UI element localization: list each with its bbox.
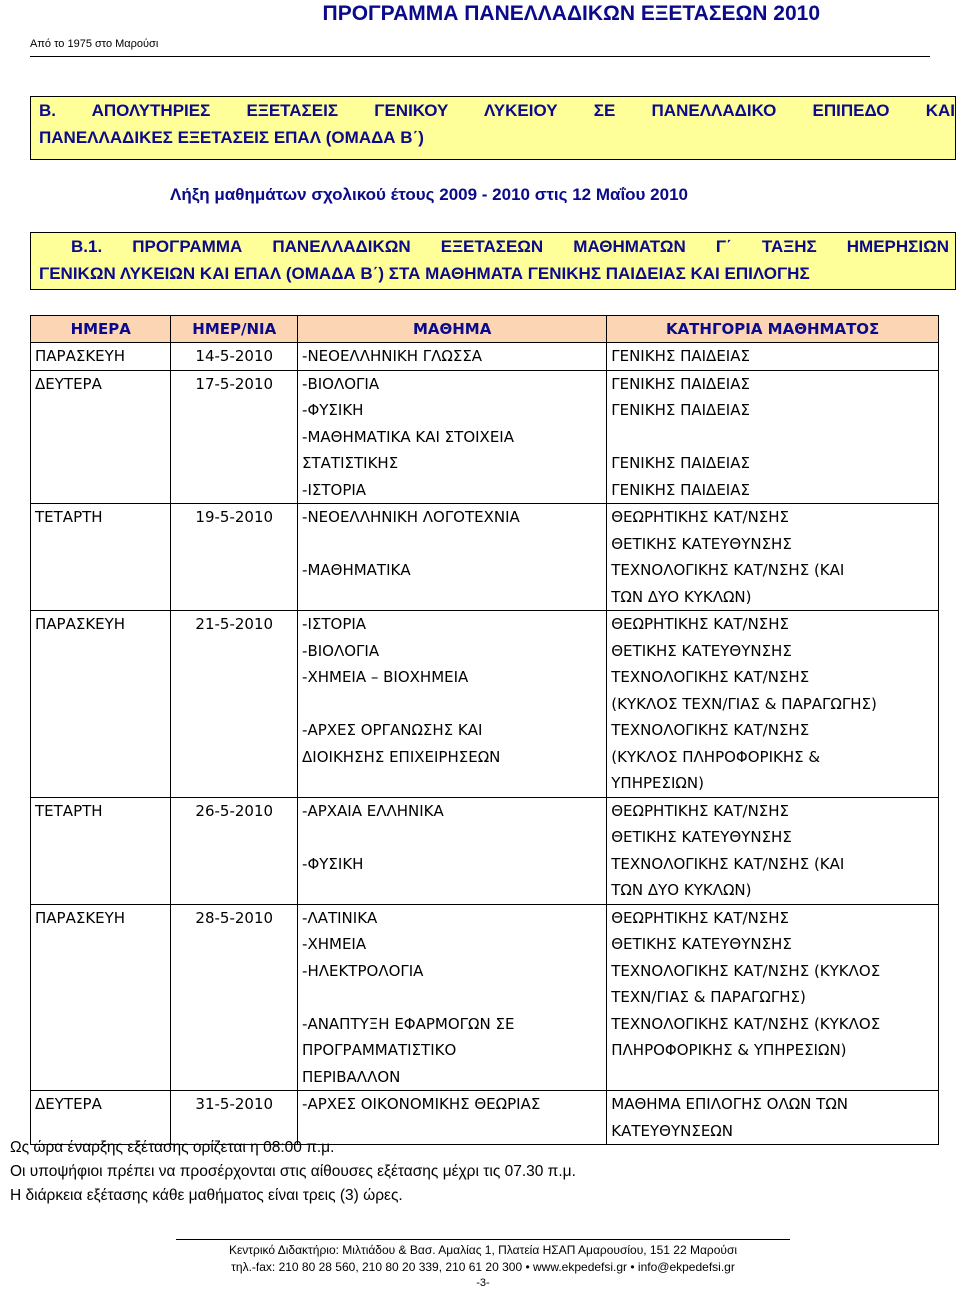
subject-line <box>302 824 602 851</box>
date-cell <box>171 343 298 371</box>
category-line: ΤΕΧΝΟΛΟΓΙΚΗΣ ΚΑΤ/ΝΣΗΣ (ΚΑΙ <box>611 854 845 873</box>
header-subject: ΜΑΘΗΜΑ <box>298 316 607 343</box>
subject-cell <box>298 370 607 504</box>
category-line: ΤΕΧΝΟΛΟΓΙΚΗΣ ΚΑΤ/ΝΣΗΣ (ΚΥΚΛΟΣ <box>611 961 881 980</box>
category-cell <box>607 904 939 1091</box>
header-date: ΗΜΕΡ/ΝΙΑ <box>171 316 298 343</box>
category-line: ΠΛΗΡΟΦΟΡΙΚΗΣ & ΥΠΗΡΕΣΙΩΝ) <box>611 1041 847 1059</box>
subject-cell <box>298 904 607 1091</box>
section-b1-heading <box>30 232 956 290</box>
subject-cell <box>298 797 607 904</box>
date-label: 28-5-2010 <box>195 908 274 927</box>
category-line: ΓΕΝΙΚΗΣ ΠΑΙΔΕΙΑΣ <box>611 401 750 419</box>
subject-line: -ΧΗΜΕΙΑ – ΒΙΟΧΗΜΕΙΑ <box>302 668 469 686</box>
lessons-end-note: Λήξη μαθημάτων σχολικού έτους 2009 - 2010 στις 12 Μαΐου 2010 <box>170 185 688 204</box>
date-cell <box>171 611 298 798</box>
date-cell <box>171 904 298 1091</box>
category-line: ΓΕΝΙΚΗΣ ΠΑΙΔΕΙΑΣ <box>611 374 750 393</box>
category-line <box>611 424 934 451</box>
category-line: ΜΑΘΗΜΑ ΕΠΙΛΟΓΗΣ ΟΛΩΝ ΤΩΝ <box>611 1095 849 1113</box>
subject-line: -ΙΣΤΟΡΙΑ <box>302 480 367 499</box>
category-line: ΘΕΤΙΚΗΣ ΚΑΤΕΥΘΥΝΣΗΣ <box>611 828 792 846</box>
subject-line: -ΦΥΣΙΚΗ <box>302 854 364 873</box>
subject-line: -ΑΡΧΕΣ ΟΙΚΟΝΟΜΙΚΗΣ ΘΕΩΡΙΑΣ <box>302 1095 541 1113</box>
exam-notes <box>10 1136 576 1208</box>
category-line: ΓΕΝΙΚΗΣ ΠΑΙΔΕΙΑΣ <box>611 347 750 365</box>
date-label: 19-5-2010 <box>195 508 274 526</box>
category-line: ΘΕΩΡΗΤΙΚΗΣ ΚΑΤ/ΝΣΗΣ <box>611 801 790 820</box>
subject-line <box>302 691 602 718</box>
subject-line: -ΑΝΑΠΤΥΞΗ ΕΦΑΡΜΟΓΩΝ ΣΕ <box>302 1014 515 1033</box>
section-b1-line1: Β.1. ΠΡΟΓΡΑΜΜΑ ΠΑΝΕΛΛΑΔΙΚΩΝ ΕΞΕΤΑΣΕΩΝ ΜΑΘΗΜΑΤΩΝ Γ΄ ΤΑΞΗΣ ΗΜΕΡΗΣΙΩΝ <box>71 237 949 256</box>
subject-line: ΣΤΑΤΙΣΤΙΚΗΣ <box>302 454 399 472</box>
category-line: ΘΕΩΡΗΤΙΚΗΣ ΚΑΤ/ΝΣΗΣ <box>611 908 790 927</box>
category-line: ΥΠΗΡΕΣΙΩΝ) <box>611 774 704 792</box>
category-line: ΚΑΤΕΥΘΥΝΣΕΩΝ <box>611 1121 733 1140</box>
day-label: ΠΑΡΑΣΚΕΥΗ <box>35 347 126 365</box>
date-cell <box>171 797 298 904</box>
subject-cell <box>298 504 607 611</box>
category-line: ΤΩΝ ΔΥΟ ΚΥΚΛΩΝ) <box>611 881 752 899</box>
date-cell <box>171 504 298 611</box>
table-header-row <box>31 316 939 343</box>
subject-line: -ΒΙΟΛΟΓΙΑ <box>302 374 380 393</box>
subject-line: -ΛΑΤΙΝΙΚΑ <box>302 908 378 927</box>
note-start-time: Ως ώρα έναρξης εξέτασης ορίζεται η 08:00 π.μ. <box>10 1139 335 1156</box>
subject-line: ΠΕΡΙΒΑΛΛΟΝ <box>302 1067 401 1086</box>
page-number: -3- <box>476 1277 490 1289</box>
category-line: ΤΩΝ ΔΥΟ ΚΥΚΛΩΝ) <box>611 587 752 606</box>
table-row <box>31 611 939 798</box>
day-label: ΔΕΥΤΕΡΑ <box>35 374 102 393</box>
category-line: (ΚΥΚΛΟΣ ΤΕΧΝ/ΓΙΑΣ & ΠΑΡΑΓΩΓΗΣ) <box>611 694 877 713</box>
subject-line: -ΝΕΟΕΛΛΗΝΙΚΗ ΓΛΩΣΣΑ <box>302 347 483 365</box>
category-cell <box>607 343 939 371</box>
category-line <box>611 1064 934 1091</box>
category-cell <box>607 611 939 798</box>
date-label: 14-5-2010 <box>195 347 274 365</box>
day-cell <box>31 343 171 371</box>
day-cell <box>31 370 171 504</box>
category-line: ΘΕΤΙΚΗΣ ΚΑΤΕΥΘΥΝΣΗΣ <box>611 641 792 660</box>
category-line: ΓΕΝΙΚΗΣ ΠΑΙΔΕΙΑΣ <box>611 454 750 472</box>
subject-line <box>302 531 602 558</box>
subject-line: -ΜΑΘΗΜΑΤΙΚΑ ΚΑΙ ΣΤΟΙΧΕΙΑ <box>302 427 514 446</box>
footer-contact: τηλ.-fax: 210 80 28 560, 210 80 20 339, 210 61 20 300 • www.ekpedefsi.gr • info@ekpedefsi.gr <box>231 1260 735 1274</box>
category-line: ΤΕΧΝΟΛΟΓΙΚΗΣ ΚΑΤ/ΝΣΗΣ (ΚΑΙ <box>611 561 845 579</box>
subject-line: -ΒΙΟΛΟΓΙΑ <box>302 641 380 660</box>
day-label: ΠΑΡΑΣΚΕΥΗ <box>35 615 126 633</box>
table-row <box>31 370 939 504</box>
subject-line: -ΙΣΤΟΡΙΑ <box>302 615 367 633</box>
subject-line: -ΦΥΣΙΚΗ <box>302 401 364 419</box>
category-line: ΘΕΤΙΚΗΣ ΚΑΤΕΥΘΥΝΣΗΣ <box>611 935 792 953</box>
subject-cell <box>298 611 607 798</box>
subject-line: -ΗΛΕΚΤΡΟΛΟΓΙΑ <box>302 961 424 980</box>
day-label: ΤΕΤΑΡΤΗ <box>35 508 103 526</box>
day-cell <box>31 904 171 1091</box>
date-label: 21-5-2010 <box>195 615 274 633</box>
category-cell <box>607 504 939 611</box>
section-b-line2: ΠΑΝΕΛΛΑΔΙΚΕΣ ΕΞΕΤΑΣΕΙΣ ΕΠΑΛ (ΟΜΑΔΑ Β΄) <box>39 128 424 147</box>
category-line: ΤΕΧΝ/ΓΙΑΣ & ΠΑΡΑΓΩΓΗΣ) <box>611 988 806 1006</box>
section-b1-line2: ΓΕΝΙΚΩΝ ΛΥΚΕΙΩΝ ΚΑΙ ΕΠΑΛ (ΟΜΑΔΑ Β΄) ΣΤΑ ΜΑΘΗΜΑΤΑ ΓΕΝΙΚΗΣ ΠΑΙΔΕΙΑΣ ΚΑΙ ΕΠΙΛΟΓΗΣ <box>39 264 810 283</box>
category-line: ΘΕΩΡΗΤΙΚΗΣ ΚΑΤ/ΝΣΗΣ <box>611 508 790 526</box>
day-cell <box>31 611 171 798</box>
day-cell <box>31 504 171 611</box>
subject-line: -ΝΕΟΕΛΛΗΝΙΚΗ ΛΟΓΟΤΕΧΝΙΑ <box>302 508 520 526</box>
subject-cell <box>298 343 607 371</box>
section-b-heading <box>30 96 956 160</box>
category-cell <box>607 370 939 504</box>
date-label: 26-5-2010 <box>195 801 274 820</box>
category-line: (ΚΥΚΛΟΣ ΠΛΗΡΟΦΟΡΙΚΗΣ & <box>611 747 821 766</box>
day-label: ΔΕΥΤΕΡΑ <box>35 1095 102 1113</box>
subject-line <box>302 984 602 1011</box>
day-label: ΤΕΤΑΡΤΗ <box>35 801 103 820</box>
subject-line: -ΑΡΧΑΙΑ ΕΛΛΗΝΙΚΑ <box>302 801 444 820</box>
footer-address: Κεντρικό Διδακτήριο: Μιλτιάδου & Βασ. Αμαλίας 1, Πλατεία ΗΣΑΠ Αμαρουσίου, 151 22 Μαρούσι <box>228 1243 738 1257</box>
category-cell <box>607 1091 939 1145</box>
category-line: ΘΕΤΙΚΗΣ ΚΑΤΕΥΘΥΝΣΗΣ <box>611 534 792 553</box>
day-label: ΠΑΡΑΣΚΕΥΗ <box>35 908 126 927</box>
date-label: 31-5-2010 <box>195 1095 274 1113</box>
note-arrival-time: Οι υποψήφιοι πρέπει να προσέρχονται στις αίθουσες εξέτασης μέχρι τις 07.30 π.μ. <box>10 1163 576 1180</box>
header-category: ΚΑΤΗΓΟΡΙΑ ΜΑΘΗΜΑΤΟΣ <box>607 316 939 343</box>
table-row <box>31 797 939 904</box>
subject-line <box>302 584 602 611</box>
date-cell <box>171 370 298 504</box>
category-line: ΤΕΧΝΟΛΟΓΙΚΗΣ ΚΑΤ/ΝΣΗΣ (ΚΥΚΛΟΣ <box>611 1014 881 1033</box>
subject-line: ΔΙΟΙΚΗΣΗΣ ΕΠΙΧΕΙΡΗΣΕΩΝ <box>302 747 501 766</box>
subject-line <box>302 877 602 904</box>
category-line: ΤΕΧΝΟΛΟΓΙΚΗΣ ΚΑΤ/ΝΣΗΣ <box>611 668 810 686</box>
table-row <box>31 904 939 1091</box>
header-day: ΗΜΕΡΑ <box>31 316 171 343</box>
category-line: ΤΕΧΝΟΛΟΓΙΚΗΣ ΚΑΤ/ΝΣΗΣ <box>611 721 810 739</box>
document-title: ΠΡΟΓΡΑΜΜΑ ΠΑΝΕΛΛΑΔΙΚΩΝ ΕΞΕΤΑΣΕΩΝ 2010 <box>322 2 820 25</box>
date-label: 17-5-2010 <box>195 374 274 393</box>
subject-line <box>302 770 602 797</box>
section-b-line1: Β. ΑΠΟΛΥΤΗΡΙΕΣ ΕΞΕΤΑΣΕΙΣ ΓΕΝΙΚΟΥ ΛΥΚΕΙΟΥ ΣΕ ΠΑΝΕΛΛΑΔΙΚΟ ΕΠΙΠΕΔΟ ΚΑΙ <box>39 101 955 120</box>
category-cell <box>607 797 939 904</box>
header-divider <box>30 56 930 57</box>
tagline: Από το 1975 στο Μαρούσι <box>30 38 159 50</box>
subject-line: ΠΡΟΓΡΑΜΜΑΤΙΣΤΙΚΟ <box>302 1041 457 1059</box>
subject-line: -ΜΑΘΗΜΑΤΙΚΑ <box>302 561 411 579</box>
note-duration: Η διάρκεια εξέτασης κάθε μαθήματος είναι τρεις (3) ώρες. <box>10 1187 403 1204</box>
day-cell <box>31 797 171 904</box>
category-line: ΘΕΩΡΗΤΙΚΗΣ ΚΑΤ/ΝΣΗΣ <box>611 615 790 633</box>
footer-divider <box>176 1239 790 1240</box>
exam-schedule-table <box>30 315 939 1145</box>
subject-line: -ΑΡΧΕΣ ΟΡΓΑΝΩΣΗΣ ΚΑΙ <box>302 721 483 739</box>
table-row <box>31 504 939 611</box>
table-row <box>31 343 939 371</box>
subject-line: -ΧΗΜΕΙΑ <box>302 935 367 953</box>
category-line: ΓΕΝΙΚΗΣ ΠΑΙΔΕΙΑΣ <box>611 480 750 499</box>
